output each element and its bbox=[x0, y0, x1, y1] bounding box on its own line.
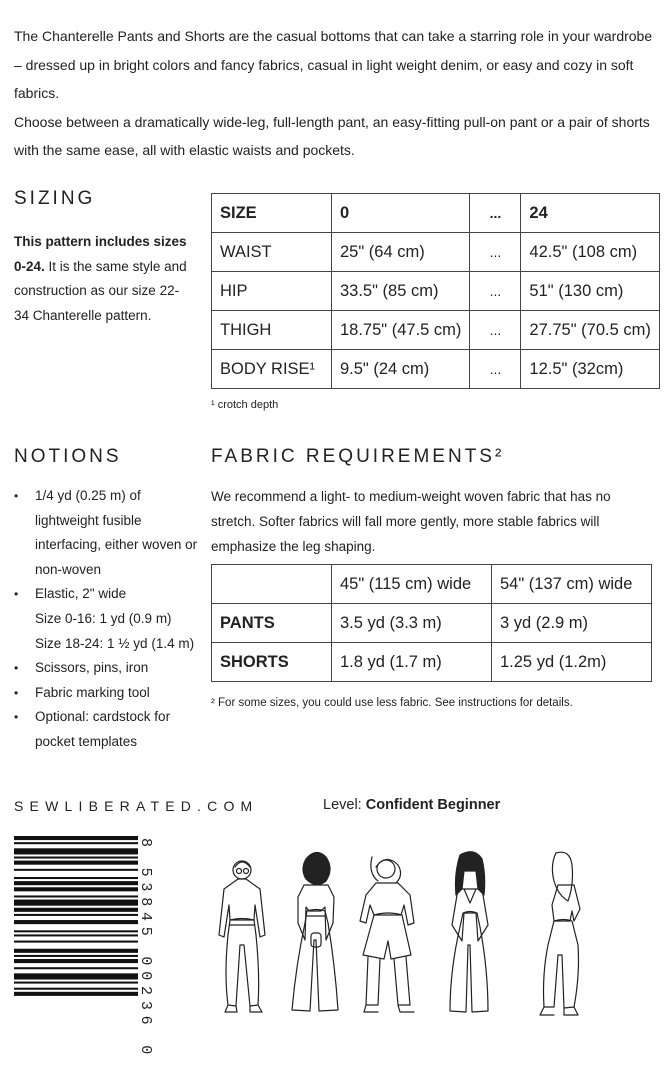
table-row bbox=[212, 350, 660, 389]
notions-heading: NOTIONS bbox=[14, 446, 122, 467]
sizing-heading: SIZING bbox=[14, 188, 96, 209]
yardage-54: 3 yd (2.9 m) bbox=[492, 604, 652, 643]
size-0-value: 18.75" (47.5 cm) bbox=[332, 311, 470, 350]
intro-paragraph-2: Choose between a dramatically wide-leg, full-length pant, an easy-fitting pull-on pant or a pair of shorts with the same ease, all with elastic waists and pockets. bbox=[14, 113, 650, 158]
table-row bbox=[212, 233, 660, 272]
skill-level bbox=[323, 797, 500, 813]
row-label: BODY RISE¹ bbox=[212, 350, 332, 389]
level-label: Level: bbox=[323, 797, 366, 813]
notion-cardstock: Optional: cardstock for pocket templates bbox=[35, 709, 171, 749]
barcode bbox=[14, 836, 138, 1044]
list-item bbox=[14, 656, 204, 681]
yardage-45: 1.8 yd (1.7 m) bbox=[332, 643, 492, 682]
size-24-value: 27.75" (70.5 cm) bbox=[521, 311, 659, 350]
size-24-value: 12.5" (32cm) bbox=[521, 350, 659, 389]
fabric-header-54: 54" (137 cm) wide bbox=[492, 565, 652, 604]
size-table-header bbox=[212, 194, 660, 233]
elastic-size-small: Size 0-16: 1 yd (0.9 m) bbox=[35, 610, 172, 626]
size-header-24: 24 bbox=[521, 194, 659, 233]
fabric-header-blank bbox=[212, 565, 332, 604]
ellipsis: ... bbox=[470, 272, 521, 311]
ellipsis: ... bbox=[470, 233, 521, 272]
list-item bbox=[14, 484, 204, 582]
row-label: SHORTS bbox=[212, 643, 332, 682]
notion-interfacing: 1/4 yd (0.25 m) of lightweight fusible interfacing, either woven or non-woven bbox=[35, 488, 198, 577]
fabric-table-header bbox=[212, 565, 652, 604]
notion-marking: Fabric marking tool bbox=[35, 684, 150, 700]
website-url: SEWLIBERATED.COM bbox=[14, 798, 259, 814]
notion-tools: Scissors, pins, iron bbox=[35, 660, 149, 676]
list-item bbox=[14, 582, 204, 656]
size-0-value: 25" (64 cm) bbox=[332, 233, 470, 272]
fabric-description: We recommend a light- to medium-weight woven fabric that has no stretch. Softer fabrics will fall more gently, more stable fabrics will emphasize the leg shaping. bbox=[211, 489, 611, 554]
figure-3 bbox=[360, 857, 414, 1012]
table-row bbox=[212, 272, 660, 311]
size-header-0: 0 bbox=[332, 194, 470, 233]
ellipsis: ... bbox=[470, 350, 521, 389]
figure-5 bbox=[540, 852, 580, 1015]
table-row bbox=[212, 643, 652, 682]
row-label: HIP bbox=[212, 272, 332, 311]
crotch-depth-footnote: ¹ crotch depth bbox=[211, 399, 279, 411]
barcode-digits bbox=[137, 838, 157, 1061]
elastic-size-large: Size 18-24: 1 ½ yd (1.4 m) bbox=[35, 635, 195, 651]
size-header-ellipsis: ... bbox=[470, 194, 521, 233]
size-header-label: SIZE bbox=[212, 194, 332, 233]
figure-4 bbox=[450, 852, 488, 1012]
intro-text bbox=[14, 22, 654, 165]
yardage-54: 1.25 yd (1.2m) bbox=[492, 643, 652, 682]
notion-elastic: Elastic, 2" wide bbox=[35, 586, 127, 602]
fabric-header-45: 45" (115 cm) wide bbox=[332, 565, 492, 604]
fabric-heading: FABRIC REQUIREMENTS² bbox=[211, 446, 505, 467]
barcode-number: 8 53845 00236 0 bbox=[137, 838, 154, 1061]
list-item bbox=[14, 681, 204, 706]
row-label: WAIST bbox=[212, 233, 332, 272]
intro-paragraph-1: The Chanterelle Pants and Shorts are the casual bottoms that can take a starring role in your wardrobe – dressed up in bright colors and fancy fabrics, casual in light weight denim, or easy and cozy in soft fabrics. bbox=[14, 28, 653, 101]
ellipsis: ... bbox=[470, 311, 521, 350]
sizing-range: This pattern includes sizes 0-24. bbox=[14, 234, 187, 274]
size-table bbox=[211, 193, 660, 389]
list-item bbox=[14, 705, 204, 754]
size-24-value: 51" (130 cm) bbox=[521, 272, 659, 311]
sizing-description bbox=[14, 230, 194, 328]
notions-list bbox=[14, 484, 204, 755]
row-label: PANTS bbox=[212, 604, 332, 643]
size-24-value: 42.5" (108 cm) bbox=[521, 233, 659, 272]
fabric-table bbox=[211, 564, 652, 682]
size-0-value: 33.5" (85 cm) bbox=[332, 272, 470, 311]
sizing-note: It is the same style and construction as our size 22-34 Chanterelle pattern. bbox=[14, 258, 187, 323]
table-row bbox=[212, 311, 660, 350]
row-label: THIGH bbox=[212, 311, 332, 350]
size-0-value: 9.5" (24 cm) bbox=[332, 350, 470, 389]
figure-2 bbox=[292, 852, 338, 1011]
level-value: Confident Beginner bbox=[365, 797, 501, 813]
table-row bbox=[212, 604, 652, 643]
fabric-footnote: ² For some sizes, you could use less fabric. See instructions for details. bbox=[211, 697, 573, 709]
yardage-45: 3.5 yd (3.3 m) bbox=[332, 604, 492, 643]
figure-1 bbox=[219, 861, 265, 1012]
model-illustrations bbox=[208, 845, 608, 1025]
